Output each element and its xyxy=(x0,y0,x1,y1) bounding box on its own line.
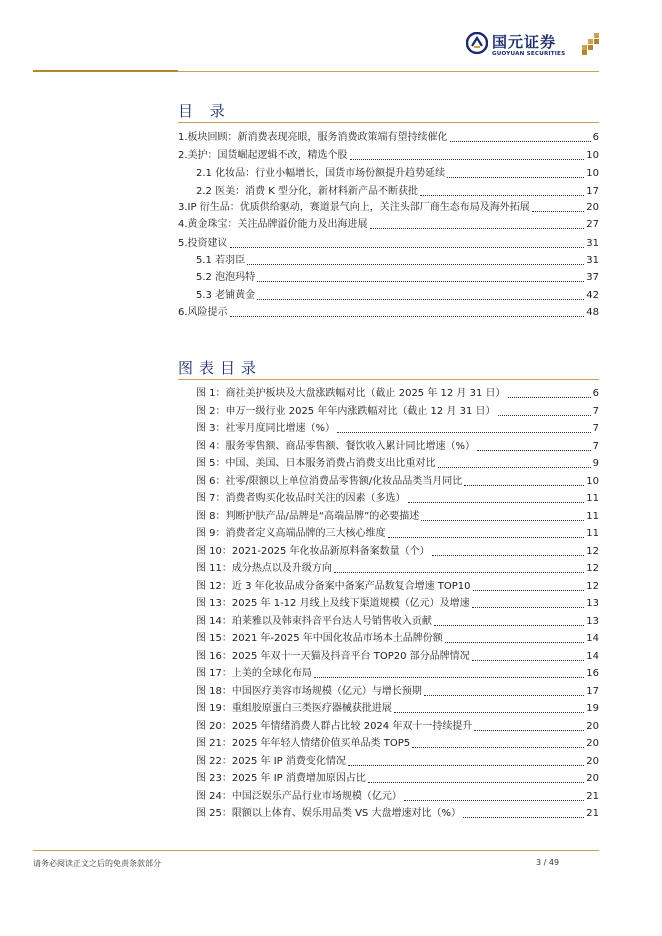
figure-entry-label: 图 16：2025 年双十一天猫及抖音平台 TOP20 部分品牌情况 xyxy=(196,650,470,662)
figure-entry[interactable] xyxy=(196,790,599,804)
toc-entry-page: 10 xyxy=(586,168,599,179)
toc-entry-label: 6.风险提示 xyxy=(178,307,228,318)
toc-entry-leader xyxy=(370,227,585,229)
toc-entry[interactable] xyxy=(178,201,599,215)
figure-entry[interactable] xyxy=(196,562,599,576)
logo-squares-icon xyxy=(582,33,602,55)
logo-emblem-icon xyxy=(466,32,488,54)
toc-entry-leader xyxy=(230,246,585,248)
toc-entry[interactable] xyxy=(178,237,599,251)
footer-disclaimer: 请务必阅读正文之后的免责条款部分 xyxy=(33,859,161,868)
toc-entry-page: 31 xyxy=(586,238,599,249)
figure-entry-page: 20 xyxy=(586,720,599,732)
figure-entry[interactable] xyxy=(196,755,599,769)
figure-entry-page: 7 xyxy=(592,423,599,434)
figure-entry-label: 图 23：2025 年 IP 消费增加原因占比 xyxy=(196,773,366,784)
figure-entry-label: 图 3：社零月度同比增速（%） xyxy=(196,423,336,434)
toc-entry-leader xyxy=(532,210,585,212)
toc-entry-leader xyxy=(447,176,584,178)
figure-entry-leader xyxy=(368,781,584,783)
toc-entry-label: 5.3 老铺黄金 xyxy=(196,290,256,301)
toc-entry-label: 5.1 若羽臣 xyxy=(196,255,246,266)
figure-entry-leader xyxy=(424,694,584,696)
figure-entry-page: 7 xyxy=(592,405,599,417)
figure-entry-label: 图 17：上美的全球化布局 xyxy=(196,668,312,679)
figure-entry[interactable] xyxy=(196,440,599,454)
logo-name-cn: 国元证券 xyxy=(492,33,557,51)
figure-entry-label: 图 24：中国泛娱乐产品行业市场规模（亿元） xyxy=(196,790,402,802)
figure-entry-page: 11 xyxy=(586,493,599,504)
figure-entry-label: 图 13：2025 年 1-12 月线上及线下渠道规模（亿元）及增速 xyxy=(196,598,470,609)
toc-entry[interactable] xyxy=(178,149,599,163)
figure-entry[interactable] xyxy=(196,475,599,489)
figure-entry-page: 16 xyxy=(586,668,599,679)
toc-title-rule xyxy=(178,122,599,123)
figure-entry-page: 12 xyxy=(586,563,599,574)
toc-entry-leader xyxy=(350,158,585,160)
toc-entry-label: 4.黄金珠宝：关注品牌溢价能力及出海进展 xyxy=(178,219,368,230)
company-logo xyxy=(466,31,606,67)
figure-entry-page: 13 xyxy=(586,598,599,609)
figure-entry-leader xyxy=(421,519,584,521)
toc-entry[interactable] xyxy=(196,185,599,199)
figure-entry-leader xyxy=(498,414,591,416)
figure-entry[interactable] xyxy=(196,702,599,716)
figure-entry-page: 20 xyxy=(586,738,599,749)
figure-entry-leader xyxy=(434,624,584,626)
figure-entry-page: 9 xyxy=(592,458,599,469)
toc-entry-leader xyxy=(230,315,585,317)
figure-entry[interactable] xyxy=(196,597,599,611)
figure-entry-label: 图 18：中国医疗美容市场规模（亿元）与增长预期 xyxy=(196,685,422,697)
figure-entry-label: 图 7：消费者购买化妆品时关注的因素（多选） xyxy=(196,493,406,504)
toc-entry-page: 42 xyxy=(586,290,599,301)
figure-entry-page: 21 xyxy=(586,790,599,802)
figure-entry[interactable] xyxy=(196,807,599,821)
figure-entry[interactable] xyxy=(196,580,599,594)
figure-entry-label: 图 14：珀莱雅以及韩束抖音平台达人号销售收入贡献 xyxy=(196,615,432,627)
figure-entry-label: 图 12：近 3 年化妆品成分备案中备案产品数复合增速 TOP10 xyxy=(196,580,471,592)
toc-entry-leader xyxy=(450,140,591,142)
figure-entry-leader xyxy=(438,466,591,468)
figure-entry-leader xyxy=(408,501,585,503)
figure-entry-page: 20 xyxy=(586,773,599,784)
figure-entry-leader xyxy=(314,676,584,678)
toc-entry[interactable] xyxy=(178,218,599,232)
figure-entry[interactable] xyxy=(196,737,599,751)
figure-entry[interactable] xyxy=(196,650,599,664)
toc-entry-page: 10 xyxy=(586,150,599,161)
toc-title: 目 录 xyxy=(178,102,231,120)
figure-entry-page: 20 xyxy=(586,755,599,767)
toc-entry-page: 27 xyxy=(586,219,599,230)
figure-entry[interactable] xyxy=(196,720,599,734)
figure-entry-leader xyxy=(404,799,584,801)
toc-entry-leader xyxy=(257,280,584,282)
figure-entry-label: 图 6：社零/限额以上单位消费品零售额/化妆品品类当月同比 xyxy=(196,475,463,487)
figure-entry-page: 12 xyxy=(586,545,599,557)
figure-entry[interactable] xyxy=(196,667,599,681)
figure-entry-page: 10 xyxy=(586,475,599,487)
figure-entry-page: 19 xyxy=(586,703,599,714)
logo-name-en: GUOYUAN SECURITIES xyxy=(492,51,566,57)
figure-entry-leader xyxy=(473,589,585,591)
figure-entry-label: 图 4：服务零售额、商品零售额、餐饮收入累计同比增速（%） xyxy=(196,440,476,452)
figure-entry-label: 图 5：中国、美国、日本服务消费占消费支出比重对比 xyxy=(196,458,436,469)
figure-entry-leader xyxy=(508,396,591,398)
toc-entry-leader xyxy=(420,194,584,196)
toc-entry-leader xyxy=(257,298,584,300)
figure-entry[interactable] xyxy=(196,457,599,471)
figure-entry[interactable] xyxy=(196,527,599,541)
figure-entry[interactable] xyxy=(196,510,599,524)
toc-entry[interactable] xyxy=(196,167,599,181)
figure-entry-page: 11 xyxy=(586,528,599,539)
figure-entry-page: 12 xyxy=(586,580,599,592)
toc-entry-page: 31 xyxy=(586,255,599,266)
figure-entry[interactable] xyxy=(196,772,599,786)
toc-entry-label: 2.1 化妆品：行业小幅增长，国货市场份额提升趋势延续 xyxy=(196,168,446,179)
figure-entry-leader xyxy=(432,554,585,556)
figure-entry-label: 图 8：判断护肤产品/品牌是“高端品牌”的必要描述 xyxy=(196,510,420,522)
figure-entry[interactable] xyxy=(196,405,599,419)
figures-title-rule xyxy=(178,379,599,380)
toc-entry[interactable] xyxy=(178,131,599,145)
page-header xyxy=(0,0,662,74)
figure-entry[interactable] xyxy=(196,492,599,506)
toc-entry-page: 20 xyxy=(586,202,599,213)
figure-entry-leader xyxy=(348,764,584,766)
figure-entry-label: 图 2：申万一级行业 2025 年年内涨跌幅对比（截止 12 月 31 日） xyxy=(196,405,496,417)
figure-entry-label: 图 25：限额以上体育、娱乐用品类 VS 大盘增速对比（%） xyxy=(196,808,461,819)
figure-entry-leader xyxy=(394,711,584,713)
figure-entry-label: 图 20：2025 年情绪消费人群占比较 2024 年双十一持续提升 xyxy=(196,720,473,732)
toc-entry[interactable] xyxy=(178,306,599,320)
figure-entry-label: 图 11：成分热点以及升级方向 xyxy=(196,563,332,574)
figure-entry-leader xyxy=(337,431,591,433)
figure-entry[interactable] xyxy=(196,632,599,646)
figure-entry-page: 14 xyxy=(586,650,599,662)
figure-entry[interactable] xyxy=(196,545,599,559)
figure-entry-leader xyxy=(412,746,584,748)
figure-entry-leader xyxy=(472,659,585,661)
toc-entry[interactable] xyxy=(196,254,599,268)
figure-entry[interactable] xyxy=(196,387,599,401)
toc-entry-label: 2.2 医美：消费 K 型分化，新材料新产品不断获批 xyxy=(196,186,418,197)
figure-entry-page: 11 xyxy=(586,510,599,522)
figure-entry-leader xyxy=(477,449,591,451)
toc-entry-page: 37 xyxy=(586,272,599,283)
toc-entry-page: 6 xyxy=(592,132,599,143)
figure-entry-leader xyxy=(472,606,585,608)
toc-entry-label: 3.IP 衍生品：优质供给驱动，赛道景气向上，关注头部厂商生态布局及海外拓展 xyxy=(178,202,530,213)
toc-entry-label: 5.投资建议 xyxy=(178,238,228,249)
toc-entry-leader xyxy=(247,263,584,265)
toc-entry-page: 48 xyxy=(586,307,599,318)
figure-entry-leader xyxy=(474,729,584,731)
header-divider-accent xyxy=(33,70,178,72)
toc-entry-page: 17 xyxy=(586,186,599,197)
toc-entry-label: 2.美护：国货崛起逻辑不改，精选个股 xyxy=(178,150,348,161)
toc-entry-label: 1.板块回顾：新消费表现亮眼，服务消费政策端有望持续催化 xyxy=(178,132,448,143)
figure-entry-leader xyxy=(334,571,584,573)
figure-entry-page: 6 xyxy=(592,388,599,399)
figure-entry-leader xyxy=(445,641,584,643)
figure-entry-leader xyxy=(388,536,585,538)
toc-entry[interactable] xyxy=(196,289,599,303)
figure-entry-leader xyxy=(463,816,584,818)
figure-entry[interactable] xyxy=(196,685,599,699)
figure-entry[interactable] xyxy=(196,422,599,436)
figure-entry-page: 17 xyxy=(586,685,599,697)
footer-divider xyxy=(33,850,599,851)
figure-entry-label: 图 1：商社美护板块及大盘涨跌幅对比（截止 2025 年 12 月 31 日） xyxy=(196,388,506,399)
figure-entry-label: 图 15：2021 年-2025 年中国化妆品市场本土品牌份额 xyxy=(196,633,443,644)
figure-entry-label: 图 10：2021-2025 年化妆品新原料备案数量（个） xyxy=(196,545,430,557)
figure-entry-page: 14 xyxy=(586,633,599,644)
figure-entry-label: 图 22：2025 年 IP 消费变化情况 xyxy=(196,755,346,767)
figures-title: 图表目录 xyxy=(178,359,263,377)
figure-entry[interactable] xyxy=(196,615,599,629)
footer-page-number: 3 / 49 xyxy=(536,858,560,867)
figure-entry-leader xyxy=(464,484,584,486)
figure-entry-page: 21 xyxy=(586,808,599,819)
figure-entry-label: 图 21：2025 年年轻人情绪价值买单品类 TOP5 xyxy=(196,738,411,749)
toc-entry[interactable] xyxy=(196,271,599,285)
figure-entry-label: 图 19：重组胶原蛋白三类医疗器械获批进展 xyxy=(196,703,392,714)
figure-entry-page: 13 xyxy=(586,615,599,627)
figure-entry-label: 图 9：消费者定义高端品牌的三大核心维度 xyxy=(196,528,386,539)
figure-entry-page: 7 xyxy=(592,440,599,452)
toc-entry-label: 5.2 泡泡玛特 xyxy=(196,272,256,283)
